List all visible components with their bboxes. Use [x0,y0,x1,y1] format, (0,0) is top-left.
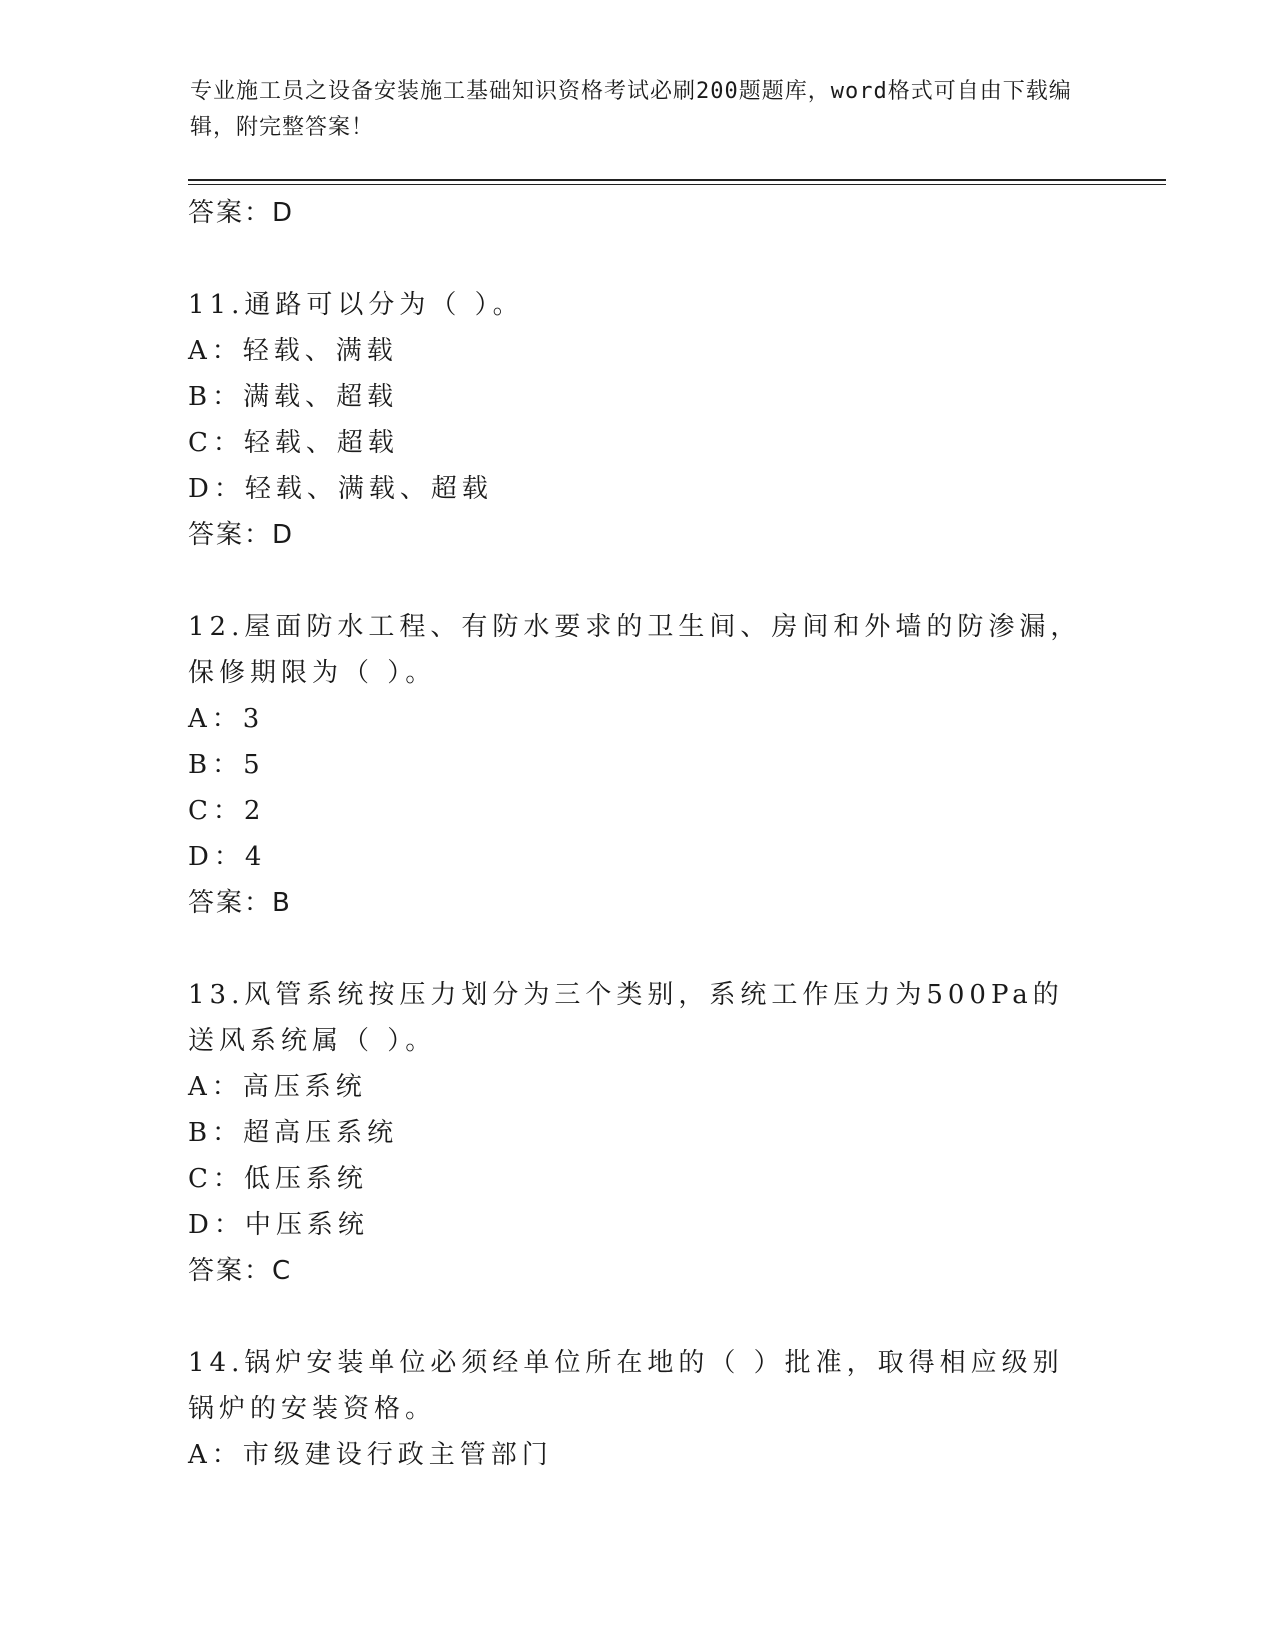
answer-label: 答案：D [188,520,295,550]
option-d: D：中压系统 [188,1210,369,1240]
question-stem-13: 13.风管系统按压力划分为三个类别，系统工作压力为500Pa的送风系统属（ ）。 [188,980,1064,1056]
option-c: C：低压系统 [188,1164,368,1194]
option-b: B：5 [188,750,265,780]
option-d: D：轻载、满载、超载 [188,474,493,504]
question-list [188,190,1088,1478]
option-d: D：4 [188,842,267,872]
option-a: A：市级建设行政主管部门 [188,1440,553,1470]
answer-label: 答案：B [188,888,292,918]
option-a: A：高压系统 [188,1072,367,1102]
answer-label: 答案：D [188,198,295,228]
header-divider-thin [188,184,1166,185]
option-a: A：3 [188,704,265,734]
question-stem-12: 12.屋面防水工程、有防水要求的卫生间、房间和外墙的防渗漏，保修期限为（ ）。 [188,612,1082,688]
option-b: B：满载、超载 [188,382,399,412]
option-c: C：2 [188,796,266,826]
question-stem-14: 14.锅炉安装单位必须经单位所在地的（ ）批准，取得相应级别锅炉的安装资格。 [188,1348,1064,1424]
option-c: C：轻载、超载 [188,428,399,458]
option-b: B：超高压系统 [188,1118,399,1148]
header-divider-thick [188,179,1166,181]
document-header: 专业施工员之设备安装施工基础知识资格考试必刷200题题库，word格式可自由下载编辑，附完整答案！ [190,79,1072,140]
question-stem-11: 11.通路可以分为（ ）。 [188,290,524,320]
option-a: A：轻载、满载 [188,336,398,366]
answer-label: 答案：C [188,1256,293,1286]
